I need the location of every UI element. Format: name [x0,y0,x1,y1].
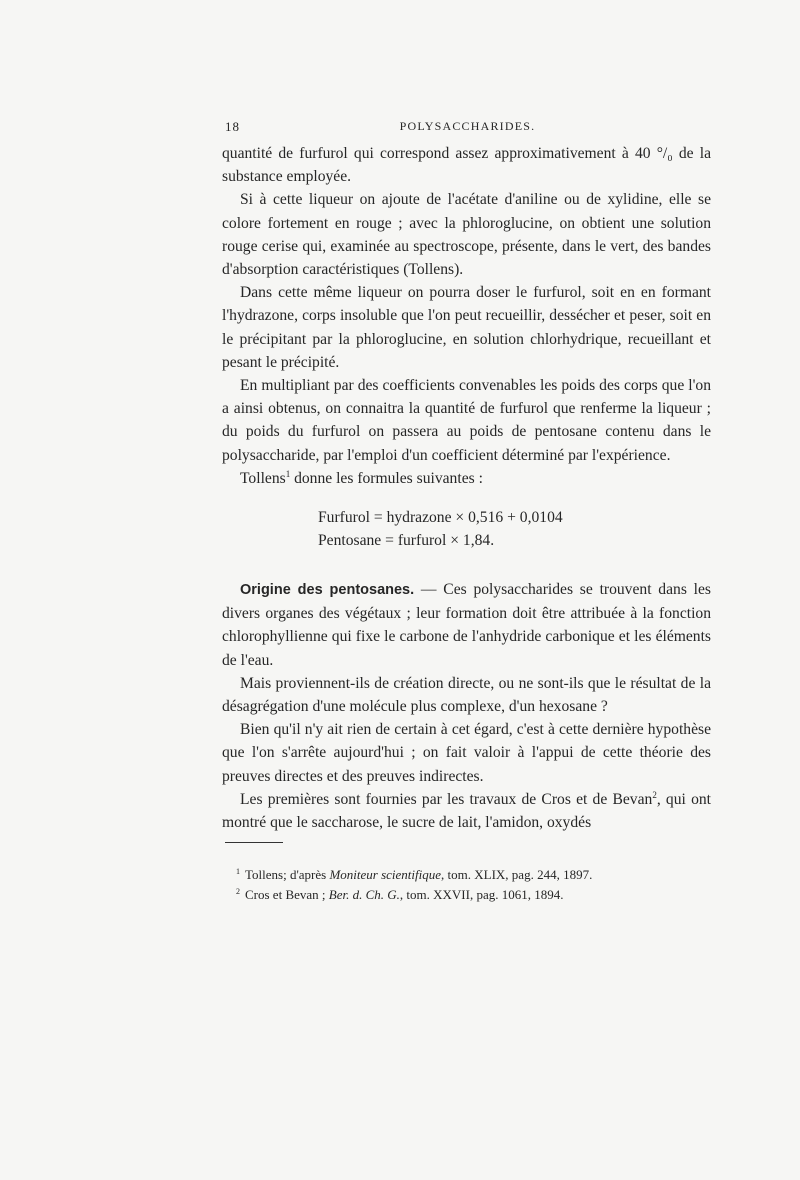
footnote-ref-2: 2 [652,789,657,800]
paragraph-2: Si à cette liqueur on ajoute de l'acétate d'aniline ou de xylidine, elle se colore fortement en rouge ; avec la phloroglucine, on obtient une solution rouge cerise qui, examinée au spectroscope, présente, dans le vert, des bandes d'absorption caractéristiques (Tollens). [222,191,711,279]
footnote-2-start: Cros et Bevan ; [245,887,329,902]
paragraph-6 [222,578,711,672]
footnote-2-journal: Ber. d. Ch. G. [328,887,400,902]
paragraph-5-end: donne les formules suivantes : [290,469,483,487]
formula-block [318,506,711,552]
running-title: POLYSACCHARIDES. [399,119,536,133]
paragraph-1: quantité de furfurol qui correspond assez approximativement à 40 °/₀ de la substance employée. [222,145,711,186]
footnote-ref-1: 1 [285,468,291,479]
footnote-2-mark: 2 [236,887,240,896]
footnote-rule [225,842,283,843]
paragraph-9-start: Les premières sont fournies par les travaux de Cros et de Bevan [240,790,653,808]
paragraph-9 [222,788,711,834]
footnote-2 [236,885,696,905]
page-header [225,119,710,139]
footnote-1-end: , tom. XLIX, pag. 244, 1897. [441,867,593,882]
paragraph-9-end: , qui ont montré que le saccharose, le sucre de lait, l'amidon, oxydés [222,790,711,832]
paragraph-5 [222,467,711,490]
paragraph-7: Mais proviennent-ils de création directe, ou ne sont-ils que le résultat de la désagrégation d'une molécule plus complexe, d'un hexosane ? [222,674,711,716]
footnote-2-end: , tom. XXVII, pag. 1061, 1894. [399,887,564,902]
footnote-1-journal: Moniteur scientifique [329,867,442,882]
section-title: Origine des pentosanes. [240,582,415,599]
paragraph-6-text: — Ces polysaccharides se trouvent dans les divers organes des végétaux ; leur formation doit être attribuée à la fonction chlorophyllienne qui fixe le carbone de l'anhydride carbonique et les éléments de l'eau. [222,581,711,669]
footnotes [236,865,696,905]
paragraph-3: Dans cette même liqueur on pourra doser le furfurol, soit en en formant l'hydrazone, corps insoluble que l'on peut recueillir, dessécher et peser, soit en le précipitant par la phloroglucine, en solution chlorhydrique, recueillant et pesant le précipité. [222,284,711,371]
paragraph-8: Bien qu'il n'y ait rien de certain à cet égard, c'est à cette dernière hypothèse que l'on s'arrête aujourd'hui ; on fait valoir à l'appui de cette théorie des preuves directes et des preuves indirectes. [222,721,711,785]
footnote-1 [236,865,696,885]
paragraph-5-start: Tollens [240,469,286,487]
paragraph-4: En multipliant par des coefficients convenables les poids des corps que l'on a ainsi obtenus, on connaitra la quantité de furfurol que renferme la liqueur ; du poids du furfurol on passera au poids de pentosane contenu dans le polysaccharide, par l'emploi d'un coefficient déterminé par l'expérience. [222,377,711,464]
formula-pentosane: Pentosane = furfurol × 1,84. [318,532,495,550]
footnote-1-mark: 1 [236,867,240,876]
formula-furfurol: Furfurol = hydrazone × 0,516 + 0,0104 [318,509,563,527]
footnote-1-start: Tollens; d'après [245,867,330,882]
page-number: 18 [225,119,240,134]
body-text [222,142,711,834]
